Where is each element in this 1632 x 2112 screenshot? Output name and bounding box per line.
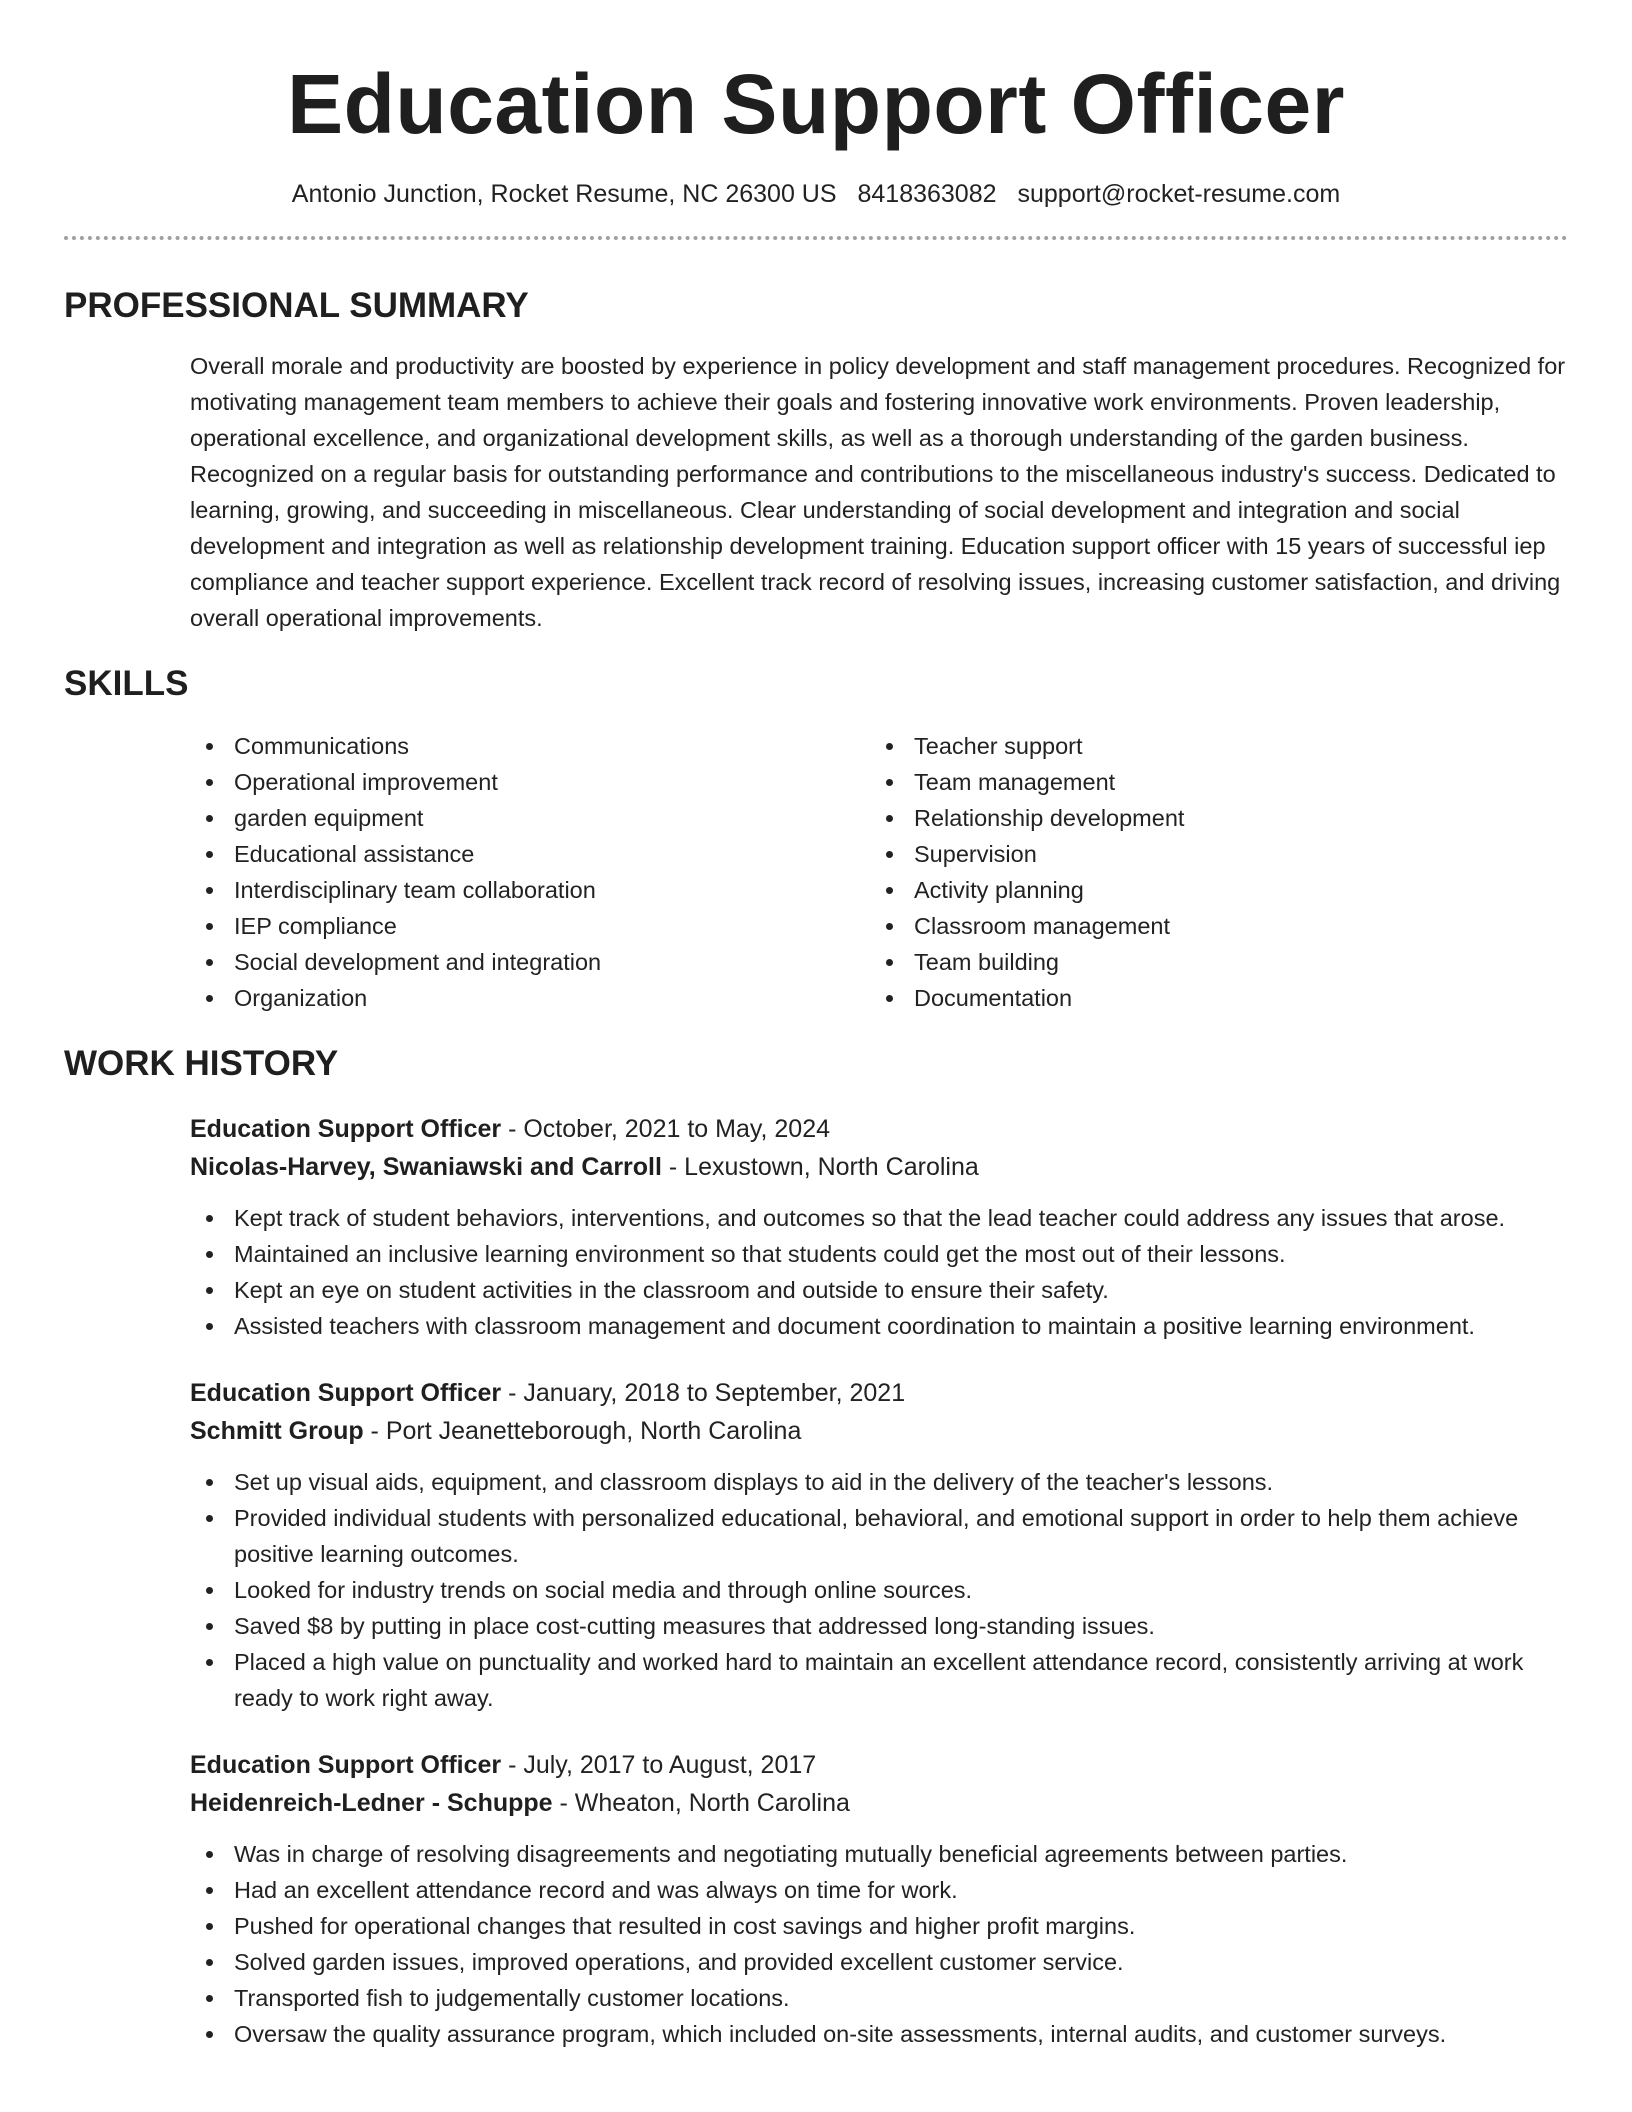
skill-item: Social development and integration (190, 944, 870, 980)
job-company: Schmitt Group (190, 1417, 364, 1445)
skill-item: Team building (870, 944, 1550, 980)
job-bullet: Oversaw the quality assurance program, which included on-site assessments, internal audits, and customer surveys. (190, 2016, 1560, 2052)
job-company-line (190, 1784, 1568, 1822)
job-bullet: Kept an eye on student activities in the classroom and outside to ensure their safety. (190, 1272, 1560, 1308)
resume-title: Education Support Officer (287, 57, 1345, 151)
job-bullet: Had an excellent attendance record and was always on time for work. (190, 1872, 1560, 1908)
work-history-section (64, 1042, 1568, 2052)
skill-item: IEP compliance (190, 908, 870, 944)
skill-item: Interdisciplinary team collaboration (190, 872, 870, 908)
job-bullet: Provided individual students with personalized educational, behavioral, and emotional support in order to help them achieve positive learning outcomes. (190, 1500, 1560, 1572)
job-bullets (190, 1464, 1560, 1716)
skill-item: Team management (870, 764, 1550, 800)
job-title-line (190, 1746, 1568, 1784)
job-bullet: Was in charge of resolving disagreements and negotiating mutually beneficial agreements between parties. (190, 1836, 1560, 1872)
job-bullet: Placed a high value on punctuality and worked hard to maintain an excellent attendance record, consistently arriving at work ready to work right away. (190, 1644, 1560, 1716)
job-bullet: Set up visual aids, equipment, and classroom displays to aid in the delivery of the teacher's lessons. (190, 1464, 1560, 1500)
job-bullet: Assisted teachers with classroom management and document coordination to maintain a positive learning environment. (190, 1308, 1560, 1344)
job-company: Nicolas-Harvey, Swaniawski and Carroll (190, 1153, 662, 1181)
job-bullet: Transported fish to judgementally customer locations. (190, 1980, 1560, 2016)
summary-paragraph: Overall morale and productivity are boosted by experience in policy development and staff management procedures. Recognized for motivating management team members to achieve their goals and fostering innovative work environments. Proven leadership, operational excellence, and organizational development skills, as well as a thorough understanding of the garden business. Recognized on a regular basis for outstanding performance and contributions to the miscellaneous industry's success. Dedicated to learning, growing, and succeeding in miscellaneous. Clear understanding of social development and integration and social development and integration as well as relationship development training. Education support officer with 15 years of successful iep compliance and teacher support experience. Excellent track record of resolving issues, increasing customer satisfaction, and driving overall operational improvements. (190, 353, 1566, 631)
job-role: Education Support Officer (190, 1379, 502, 1407)
resume-page (64, 0, 1568, 2112)
job-bullet: Pushed for operational changes that resulted in cost savings and higher profit margins. (190, 1908, 1560, 1944)
skill-item: Documentation (870, 980, 1550, 1016)
skill-item: Teacher support (870, 728, 1550, 764)
job-location: - Port Jeanetteborough, North Carolina (363, 1417, 802, 1445)
job-dates: - October, 2021 to May, 2024 (501, 1115, 831, 1143)
skill-item: garden equipment (190, 800, 870, 836)
section-heading-skills: SKILLS (64, 664, 189, 703)
job-bullet: Solved garden issues, improved operations, and provided excellent customer service. (190, 1944, 1560, 1980)
job-title-line (190, 1110, 1568, 1148)
skills-list-right (870, 728, 1550, 1016)
contact-address: Antonio Junction, Rocket Resume, NC 26300 US (291, 180, 837, 208)
job-bullets (190, 1836, 1560, 2052)
job-entry (190, 1374, 1568, 1716)
job-role: Education Support Officer (190, 1751, 502, 1779)
job-bullets (190, 1200, 1560, 1344)
contact-line (64, 178, 1568, 210)
skill-item: Activity planning (870, 872, 1550, 908)
job-bullet: Kept track of student behaviors, interventions, and outcomes so that the lead teacher could address any issues that arose. (190, 1200, 1560, 1236)
job-company-line (190, 1412, 1568, 1450)
job-company-line (190, 1148, 1568, 1186)
skill-item: Communications (190, 728, 870, 764)
professional-summary-section (64, 284, 1568, 636)
job-title-line (190, 1374, 1568, 1412)
skill-item: Educational assistance (190, 836, 870, 872)
job-location: - Wheaton, North Carolina (552, 1789, 850, 1817)
job-bullet: Looked for industry trends on social media and through online sources. (190, 1572, 1560, 1608)
section-heading-summary: PROFESSIONAL SUMMARY (64, 286, 529, 325)
job-location: - Lexustown, North Carolina (661, 1153, 979, 1181)
job-entry (190, 1110, 1568, 1344)
job-bullet: Saved $8 by putting in place cost-cutting measures that addressed long-standing issues. (190, 1608, 1560, 1644)
skills-list-left (190, 728, 870, 1016)
section-heading-work-history: WORK HISTORY (64, 1044, 339, 1083)
job-dates: - July, 2017 to August, 2017 (501, 1751, 817, 1779)
skills-section (64, 662, 1568, 1016)
job-role: Education Support Officer (190, 1115, 502, 1143)
header-divider (64, 236, 1568, 240)
skills-columns (190, 728, 1568, 1016)
job-bullet: Maintained an inclusive learning environment so that students could get the most out of their lessons. (190, 1236, 1560, 1272)
skill-item: Classroom management (870, 908, 1550, 944)
job-company: Heidenreich-Ledner - Schuppe (190, 1789, 553, 1817)
job-dates: - January, 2018 to September, 2021 (501, 1379, 906, 1407)
skill-item: Organization (190, 980, 870, 1016)
skill-item: Operational improvement (190, 764, 870, 800)
job-entry (190, 1746, 1568, 2052)
contact-email: support@rocket-resume.com (1017, 180, 1341, 208)
contact-phone: 8418363082 (857, 180, 997, 208)
skill-item: Relationship development (870, 800, 1550, 836)
skill-item: Supervision (870, 836, 1550, 872)
